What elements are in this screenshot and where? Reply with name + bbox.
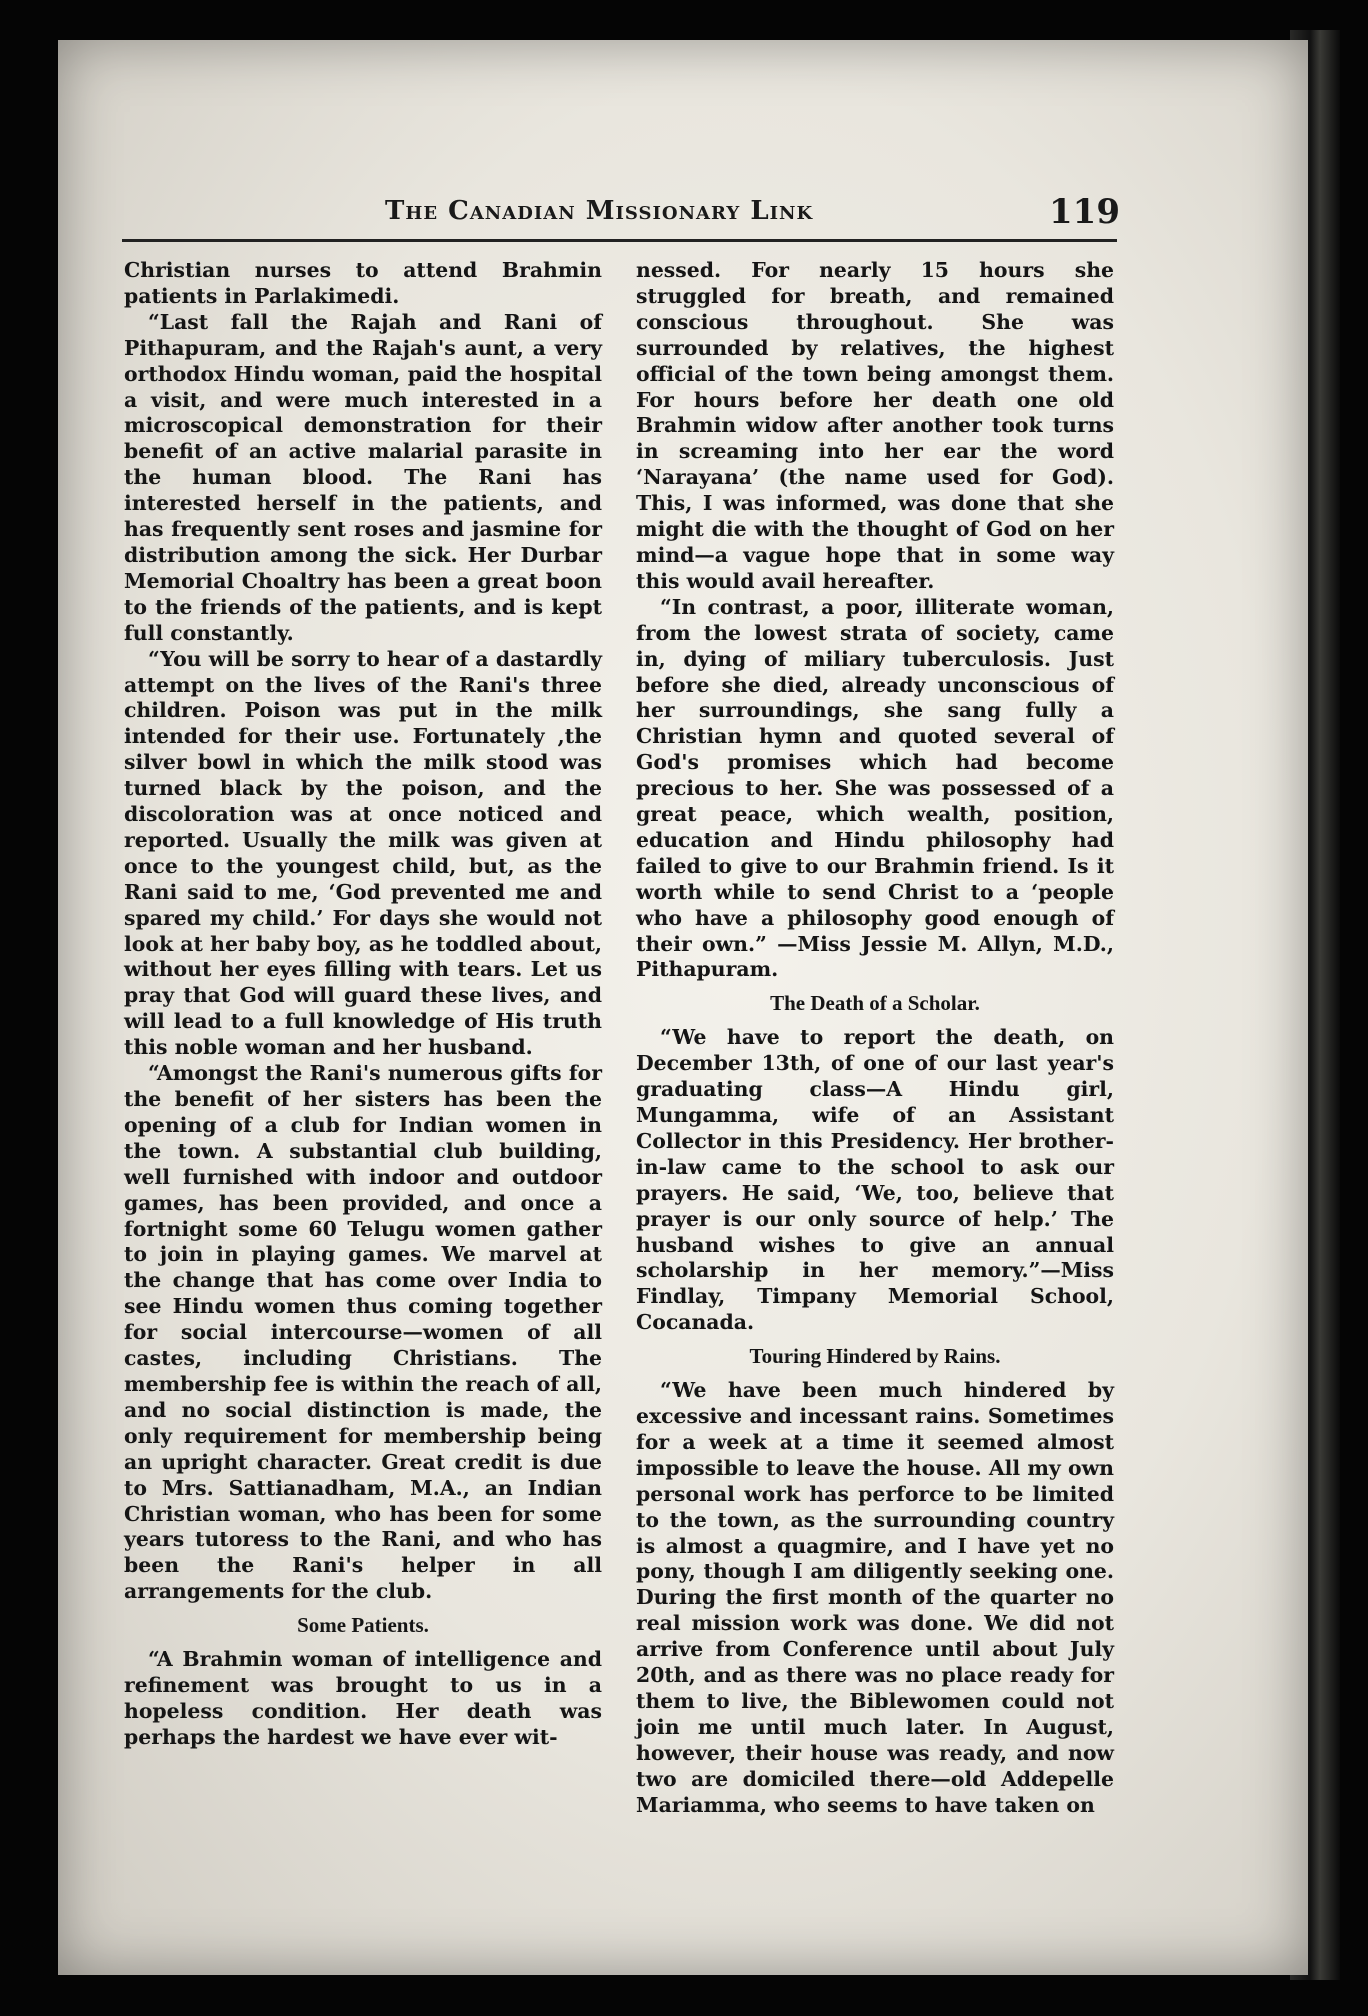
right-column [636, 258, 1114, 1818]
paragraph: “You will be sorry to hear of a dastardly attempt on the lives of the Rani's three children. Poison was put in the milk intended for their use. Fortunately ,the silver bowl in which the milk stood was turned black by the poison, and the discoloration was at once noticed and reported. Usually the milk was given at once to the youngest child, but, as the Rani said to me, ‘God prevented me and spared my child.’ For days she would not look at her baby boy, as he toddled about, without her eyes filling with tears. Let us pray that God will guard these lives, and will lead to a full knowledge of His truth this noble woman and her husband. [124, 646, 602, 1060]
page-header [120, 192, 1120, 234]
paragraph: Christian nurses to attend Brahmin patients in Parlakimedi. [124, 258, 602, 308]
paragraph: “Last fall the Rajah and Rani of Pithapuram, and the Rajah's aunt, a very orthodox Hindu woman, paid the hospital a visit, and were much interested in a microscopical demonstration for their benefit of an active malarial parasite in the human blood. The Rani has interested herself in the patients, and has frequently sent roses and jasmine for distribution among the sick. Her Durbar Memorial Choaltry has been a great boon to the friends of the patients, and is kept full constantly. [124, 309, 602, 645]
paragraph: “Amongst the Rani's numerous gifts for the benefit of her sisters has been the opening of a club for Indian women in the town. A substantial club building, well furnished with indoor and outdoor games, has been provided, and once a fortnight some 60 Telugu women gather to join in playing games. We marvel at the change that has come over India to see Hindu women thus coming together for social intercourse—women of all castes, including Christians. The membership fee is within the reach of all, and no social distinction is made, the only requirement for membership being an upright character. Great credit is due to Mrs. Sattianadham, M.A., an Indian Christian woman, who has been for some years tutoress to the Rani, and who has been the Rani's helper in all arrangements for the club. [124, 1061, 602, 1604]
paragraph: “A Brahmin woman of intelligence and refinement was brought to us in a hopeless condition. Her death was perhaps the hardest we have ever wit- [124, 1647, 602, 1749]
paragraph: “We have been much hindered by excessive and incessant rains. Sometimes for a week at a time it seemed almost impossible to leave the house. All my own personal work has perforce to be limited to the town, as the surrounding country is almost a quagmire, and I have yet no pony, though I am diligently seeking one. During the first month of the quarter no real mission work was done. We did not arrive from Conference until about July 20th, and as there was no place ready for them to live, the Biblewomen could not join me until much later. In August, however, their house was ready, and now two are domiciled there—old Addepelle Mariamma, who seems to have taken on [636, 1378, 1114, 1817]
section-heading-touring-hindered: Touring Hindered by Rains. [749, 1344, 1001, 1369]
paragraph: “We have to report the death, on December 13th, of one of our last year's graduating class—A Hindu girl, Mungamma, wife of an Assistant Collector in this Presidency. Her brother-in-law came to the school to ask our prayers. He said, ‘We, too, believe that prayer is our only source of help.’ The husband wishes to give an annual scholarship in her memory.”—Miss Findlay, Timpany Memorial School, Cocanada. [636, 1025, 1114, 1335]
left-column [124, 258, 602, 1751]
paragraph: “In contrast, a poor, illiterate woman, from the lowest strata of society, came in, dying of miliary tuberculosis. Just before she died, already unconscious of her surroundings, she sang fully a Christian hymn and quoted several of God's promises which had become precious to her. She was possessed of a great peace, which wealth, position, education and Hindu philosophy had failed to give to our Brahmin friend. Is it worth while to send Christ to a ‘people who have a philosophy good enough of their own.” —Miss Jessie M. Allyn, M.D., Pithapuram. [636, 594, 1114, 982]
section-heading-death-of-scholar: The Death of a Scholar. [770, 991, 980, 1016]
running-title: The Canadian Missionary Link [385, 196, 814, 226]
page-number: 119 [1049, 192, 1120, 232]
paragraph: nessed. For nearly 15 hours she struggled for breath, and remained conscious throughout. She was surrounded by relatives, the highest official of the town being amongst them. For hours before her death one old Brahmin widow after another took turns in screaming into her ear the word ‘Narayana’ (the name used for God). This, I was informed, was done that she might die with the thought of God on her mind—a vague hope that in some way this would avail hereafter. [636, 258, 1114, 593]
header-rule [122, 239, 1117, 242]
section-heading-some-patients: Some Patients. [297, 1613, 429, 1638]
